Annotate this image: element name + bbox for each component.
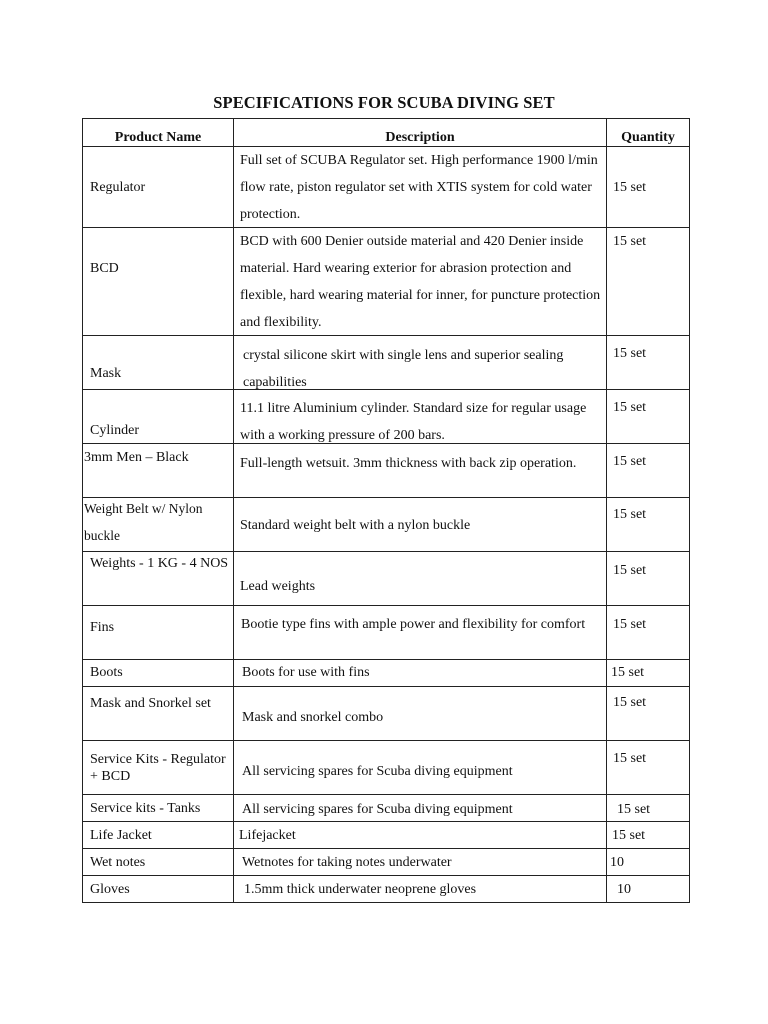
table-row: [83, 336, 690, 390]
description: Lifejacket: [239, 828, 296, 843]
header-product-name: Product Name: [83, 119, 234, 147]
table-row: [83, 741, 690, 795]
table-row: [83, 228, 690, 336]
description: Mask and snorkel combo: [242, 710, 384, 725]
quantity: 10: [617, 882, 631, 897]
quantity: 15 set: [613, 400, 647, 415]
product-name: Mask and Snorkel set: [90, 696, 211, 711]
product-name: Boots: [90, 665, 123, 680]
product-name: Regulator: [90, 180, 146, 195]
product-name: Mask: [90, 366, 122, 381]
product-name: 3mm Men – Black: [84, 450, 189, 465]
product-name: Weights - 1 KG - 4 NOS: [90, 556, 229, 571]
description: 1.5mm thick underwater neoprene gloves: [244, 882, 477, 897]
product-name: Fins: [90, 620, 115, 635]
table-header-row: [83, 119, 690, 147]
product-name: Cylinder: [90, 423, 139, 438]
table-row: [83, 147, 690, 228]
table-row: [83, 606, 690, 660]
quantity: 15 set: [613, 617, 647, 632]
product-name: Gloves: [90, 882, 130, 897]
header-quantity: Quantity: [607, 119, 690, 147]
product-name: Weight Belt w/ Nylon buckle: [84, 501, 203, 543]
table-row: [83, 822, 690, 849]
description: Wetnotes for taking notes underwater: [242, 855, 452, 870]
description: 11.1 litre Aluminium cylinder. Standard size for regular usage with a working pressure of 200 bars.: [240, 401, 587, 443]
table-row: [83, 498, 690, 552]
table-row: [83, 390, 690, 444]
description: BCD with 600 Denier outside material and 420 Denier inside material. Hard wearing exterior for abrasion protection and flexible, hard wearing material for inner, for puncture protection and flexibility.: [240, 234, 601, 330]
table-row: [83, 552, 690, 606]
table-row: [83, 876, 690, 903]
table-row: [83, 444, 690, 498]
table-row: [83, 849, 690, 876]
quantity: 15 set: [613, 346, 647, 361]
table-row: [83, 795, 690, 822]
spec-table: [82, 118, 690, 903]
description: All servicing spares for Scuba diving equipment: [242, 764, 513, 779]
quantity: 15 set: [613, 563, 647, 578]
description: Bootie type fins with ample power and flexibility for comfort: [241, 617, 586, 632]
page-title: SPECIFICATIONS FOR SCUBA DIVING SET: [213, 93, 555, 112]
quantity: 15 set: [613, 454, 647, 469]
quantity: 15 set: [613, 507, 647, 522]
product-name: Life Jacket: [90, 828, 152, 843]
description: crystal silicone skirt with single lens and superior sealing capabilities: [243, 348, 564, 390]
description: All servicing spares for Scuba diving equipment: [242, 802, 513, 817]
product-name: Wet notes: [90, 855, 146, 870]
quantity: 10: [610, 855, 624, 870]
description: Standard weight belt with a nylon buckle: [240, 518, 471, 533]
quantity: 15 set: [613, 180, 647, 195]
product-name: Service Kits - Regulator + BCD: [90, 752, 226, 784]
quantity: 15 set: [613, 234, 647, 249]
quantity: 15 set: [617, 802, 651, 817]
description: Lead weights: [240, 579, 316, 594]
quantity: 15 set: [613, 751, 647, 766]
description: Full-length wetsuit. 3mm thickness with back zip operation.: [240, 456, 577, 471]
product-name: Service kits - Tanks: [90, 801, 201, 816]
description: Full set of SCUBA Regulator set. High performance 1900 l/min flow rate, piston regulator set with XTIS system for cold water protection.: [240, 153, 598, 222]
description: Boots for use with fins: [242, 665, 370, 680]
table-row: [83, 660, 690, 687]
product-name: BCD: [90, 261, 119, 276]
quantity: 15 set: [612, 828, 646, 843]
table-row: [83, 687, 690, 741]
quantity: 15 set: [611, 665, 645, 680]
header-description: Description: [234, 119, 607, 147]
quantity: 15 set: [613, 695, 647, 710]
